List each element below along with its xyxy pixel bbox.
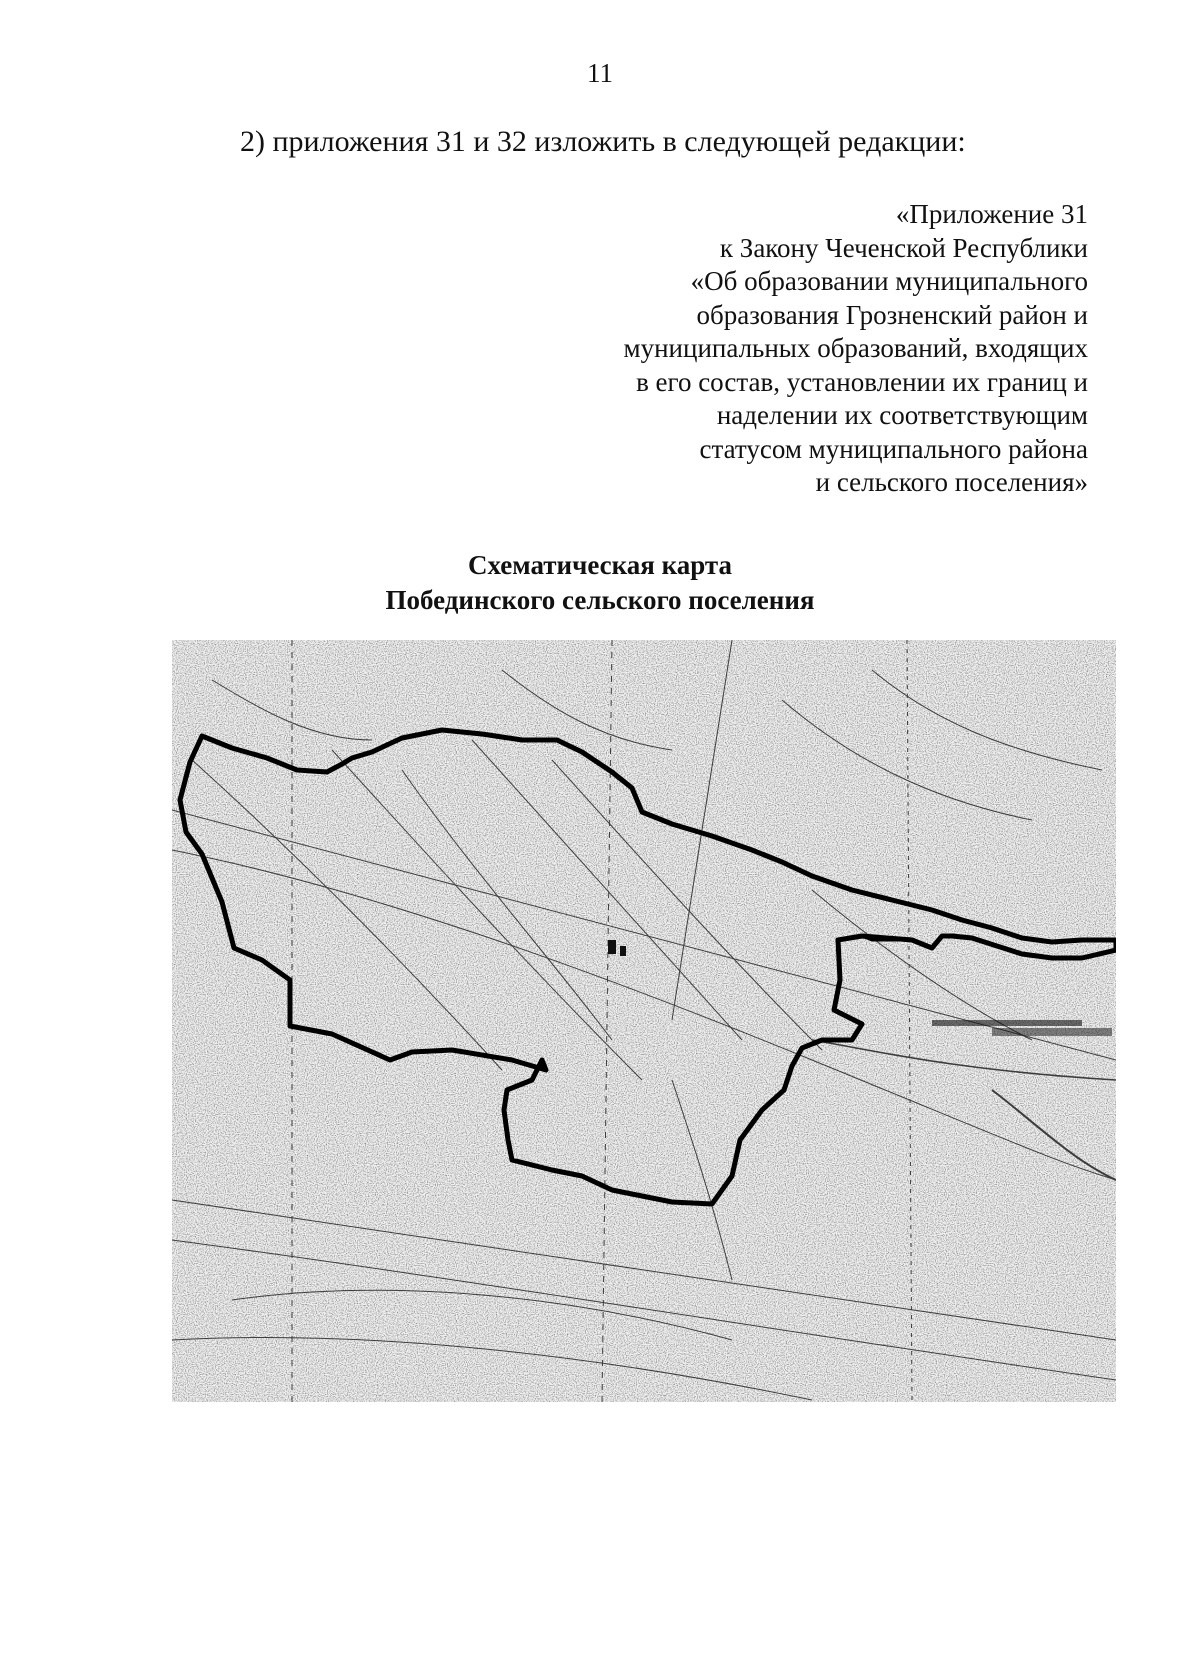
appendix-line: муниципальных образований, входящих xyxy=(623,333,1088,363)
map-canvas xyxy=(172,640,1116,1402)
appendix-line: «Об образовании муниципального xyxy=(690,266,1088,296)
schematic-map xyxy=(172,640,1116,1402)
page-number: 11 xyxy=(587,58,613,88)
appendix-header xyxy=(528,198,1088,500)
appendix-line: наделении их соответствующим xyxy=(716,400,1088,430)
map-title-line1: Схематическая карта xyxy=(467,550,733,580)
appendix-line: образования Грозненский район и xyxy=(696,299,1088,330)
appendix-line: «Приложение 31 xyxy=(895,199,1088,229)
appendix-line: статусом муниципального района xyxy=(699,433,1088,464)
appendix-line: и сельского поселения» xyxy=(815,467,1088,497)
map-title-line2: Побединского сельского поселения xyxy=(385,585,815,615)
appendix-line: в его состав, установлении их границ и xyxy=(636,366,1088,397)
appendix-line: к Закону Чеченской Республики xyxy=(719,232,1088,263)
amendment-text: 2) приложения 31 и 32 изложить в следующей редакции: xyxy=(240,125,966,158)
map-title xyxy=(0,548,1200,618)
